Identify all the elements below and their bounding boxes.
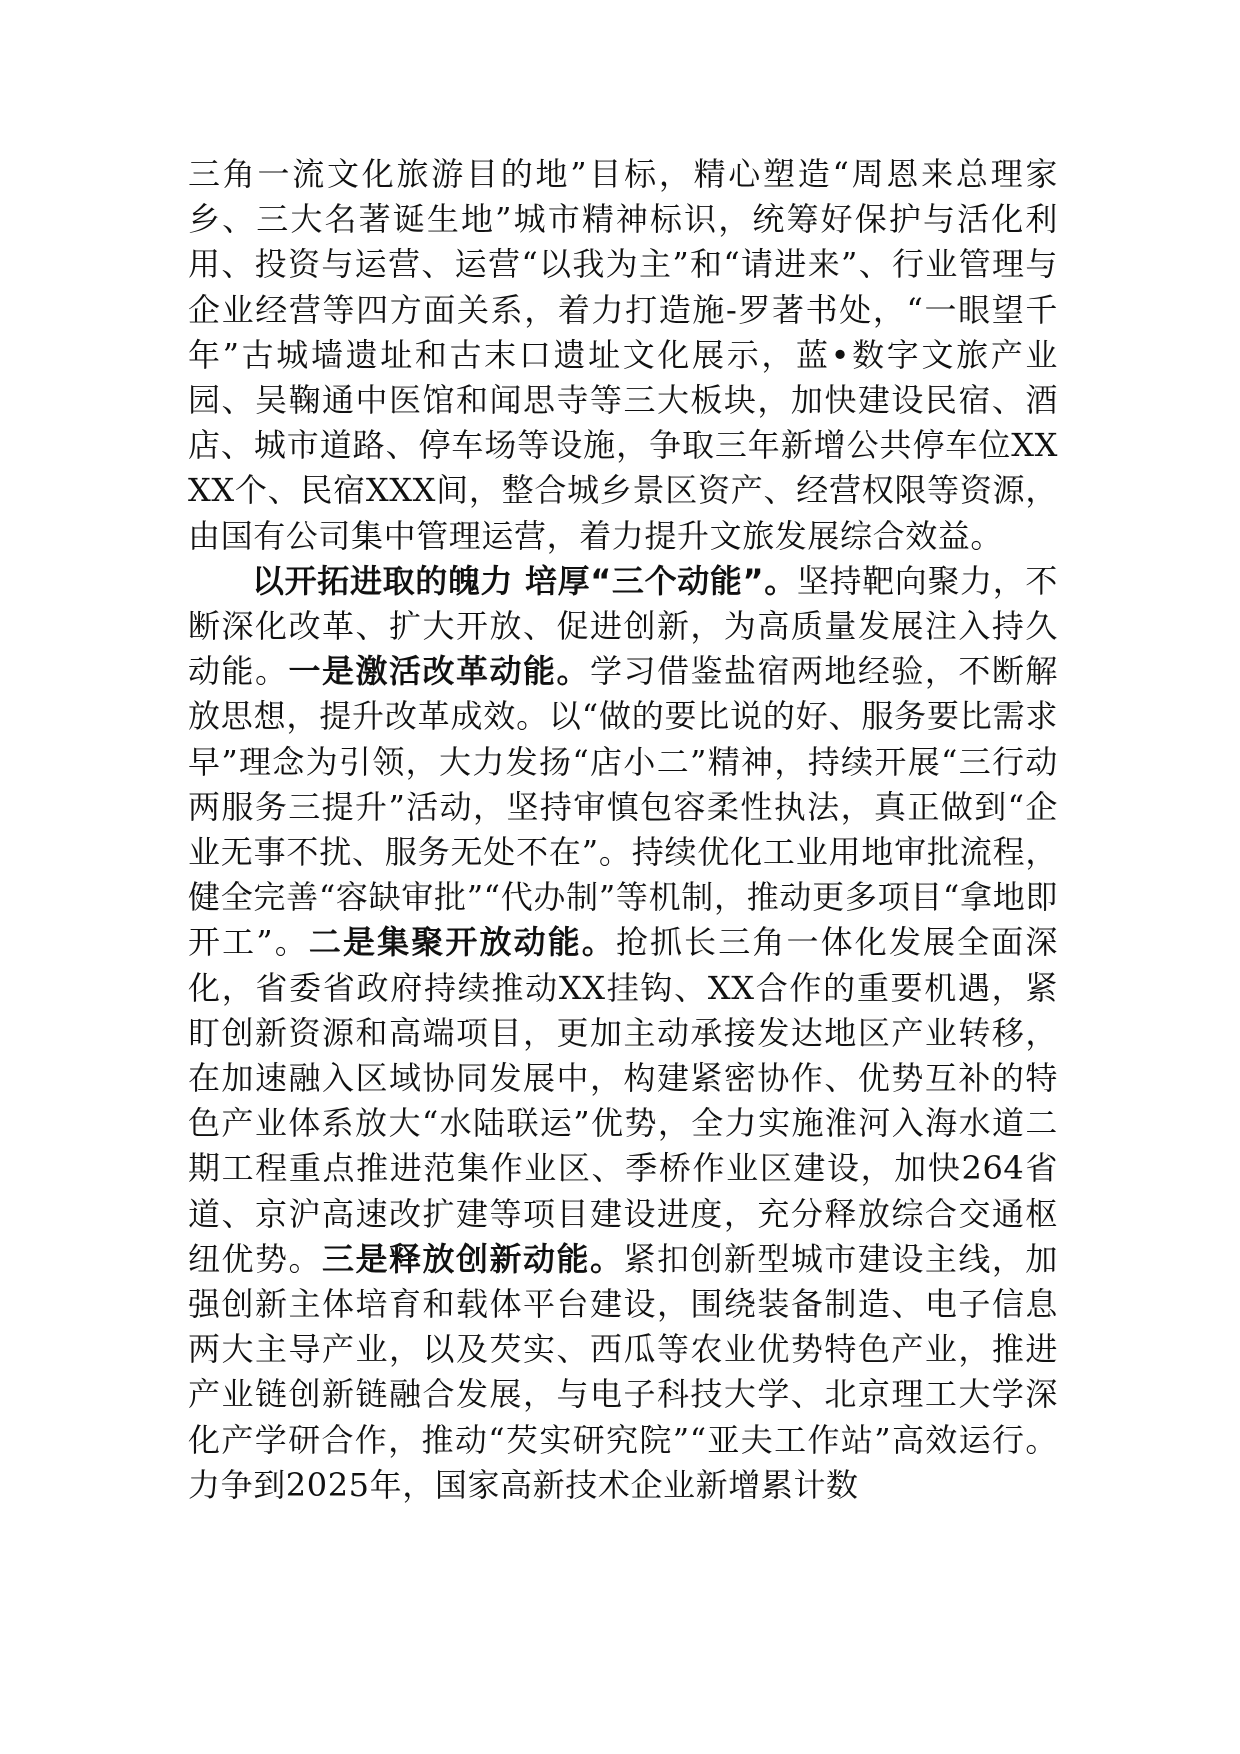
item-innovation-title: 三是释放创新动能。	[321, 1239, 624, 1278]
item-reform-title: 一是激活改革动能。	[288, 652, 590, 691]
paragraph-culture-tourism-text: 三角一流文化旅游目的地”目标，精心塑造“周恩来总理家乡、三大名著诞生地”城市精神标识，统筹好保护与活化利用、投资与运营、运营“以我为主”和“请进来”、行业管理与企业经营等四方面关系，着力打造施-罗著书处，“一眼望千年”古城墙遗址和古末口遗址文化展示，蓝•数字文旅产业园、吴鞠通中医馆和闻思寺等三大板块，加快建设民宿、酒店、城市道路、停车场等设施，争取三年新增公共停车位XXXX个、民宿XXX间，整合城乡景区资产、经营权限等资源，由国有公司集中管理运营，着力提升文旅发展综合效益。	[188, 155, 1058, 555]
paragraph-culture-tourism	[188, 152, 1058, 559]
item-openness-title: 二是集聚开放动能。	[308, 923, 616, 962]
item-innovation-body: 紧扣创新型城市建设主线，加强创新主体培育和载体平台建设，围绕装备制造、电子信息两大主导产业，以及芡实、西瓜等农业优势特色产业，推进产业链创新链融合发展，与电子科技大学、北京理工大学深化产学研合作，推动“芡实研究院”“亚夫工作站”高效运行。力争到2025年，国家高新技术企业新增累计数	[188, 1239, 1058, 1504]
paragraph-three-drivers	[188, 559, 1058, 1508]
section-heading: 以开拓进取的魄力 培厚“三个动能”。	[252, 561, 797, 600]
item-openness-body: 抢抓长三角一体化发展全面深化，省委省政府持续推动XX挂钩、XX合作的重要机遇，紧盯创新资源和高端项目，更加主动承接发达地区产业转移，在加速融入区域协同发展中，构建紧密协作、优势互补的特色产业体系放大“水陆联运”优势，全力实施淮河入海水道二期工程重点推进范集作业区、季桥作业区建设，加快264省道、京沪高速改扩建等项目建设进度，充分释放综合交通枢纽优势。	[188, 923, 1058, 1278]
body-text	[188, 152, 1058, 1508]
item-reform-body: 学习借鉴盐宿两地经验，不断解放思想，提升改革成效。以“做的要比说的好、服务要比需求早”理念为引领，大力发扬“店小二”精神，持续开展“三行动两服务三提升”活动，坚持审慎包容柔性执法，真正做到“企业无事不扰、服务无处不在”。持续优化工业用地审批流程，健全完善“容缺审批”“代办制”等机制，推动更多项目“拿地即开工”。	[188, 652, 1059, 962]
section-intro: 坚持靶向聚力，不断深化改革、扩大开放、促进创新，为高质量发展注入持久动能。	[188, 561, 1058, 691]
